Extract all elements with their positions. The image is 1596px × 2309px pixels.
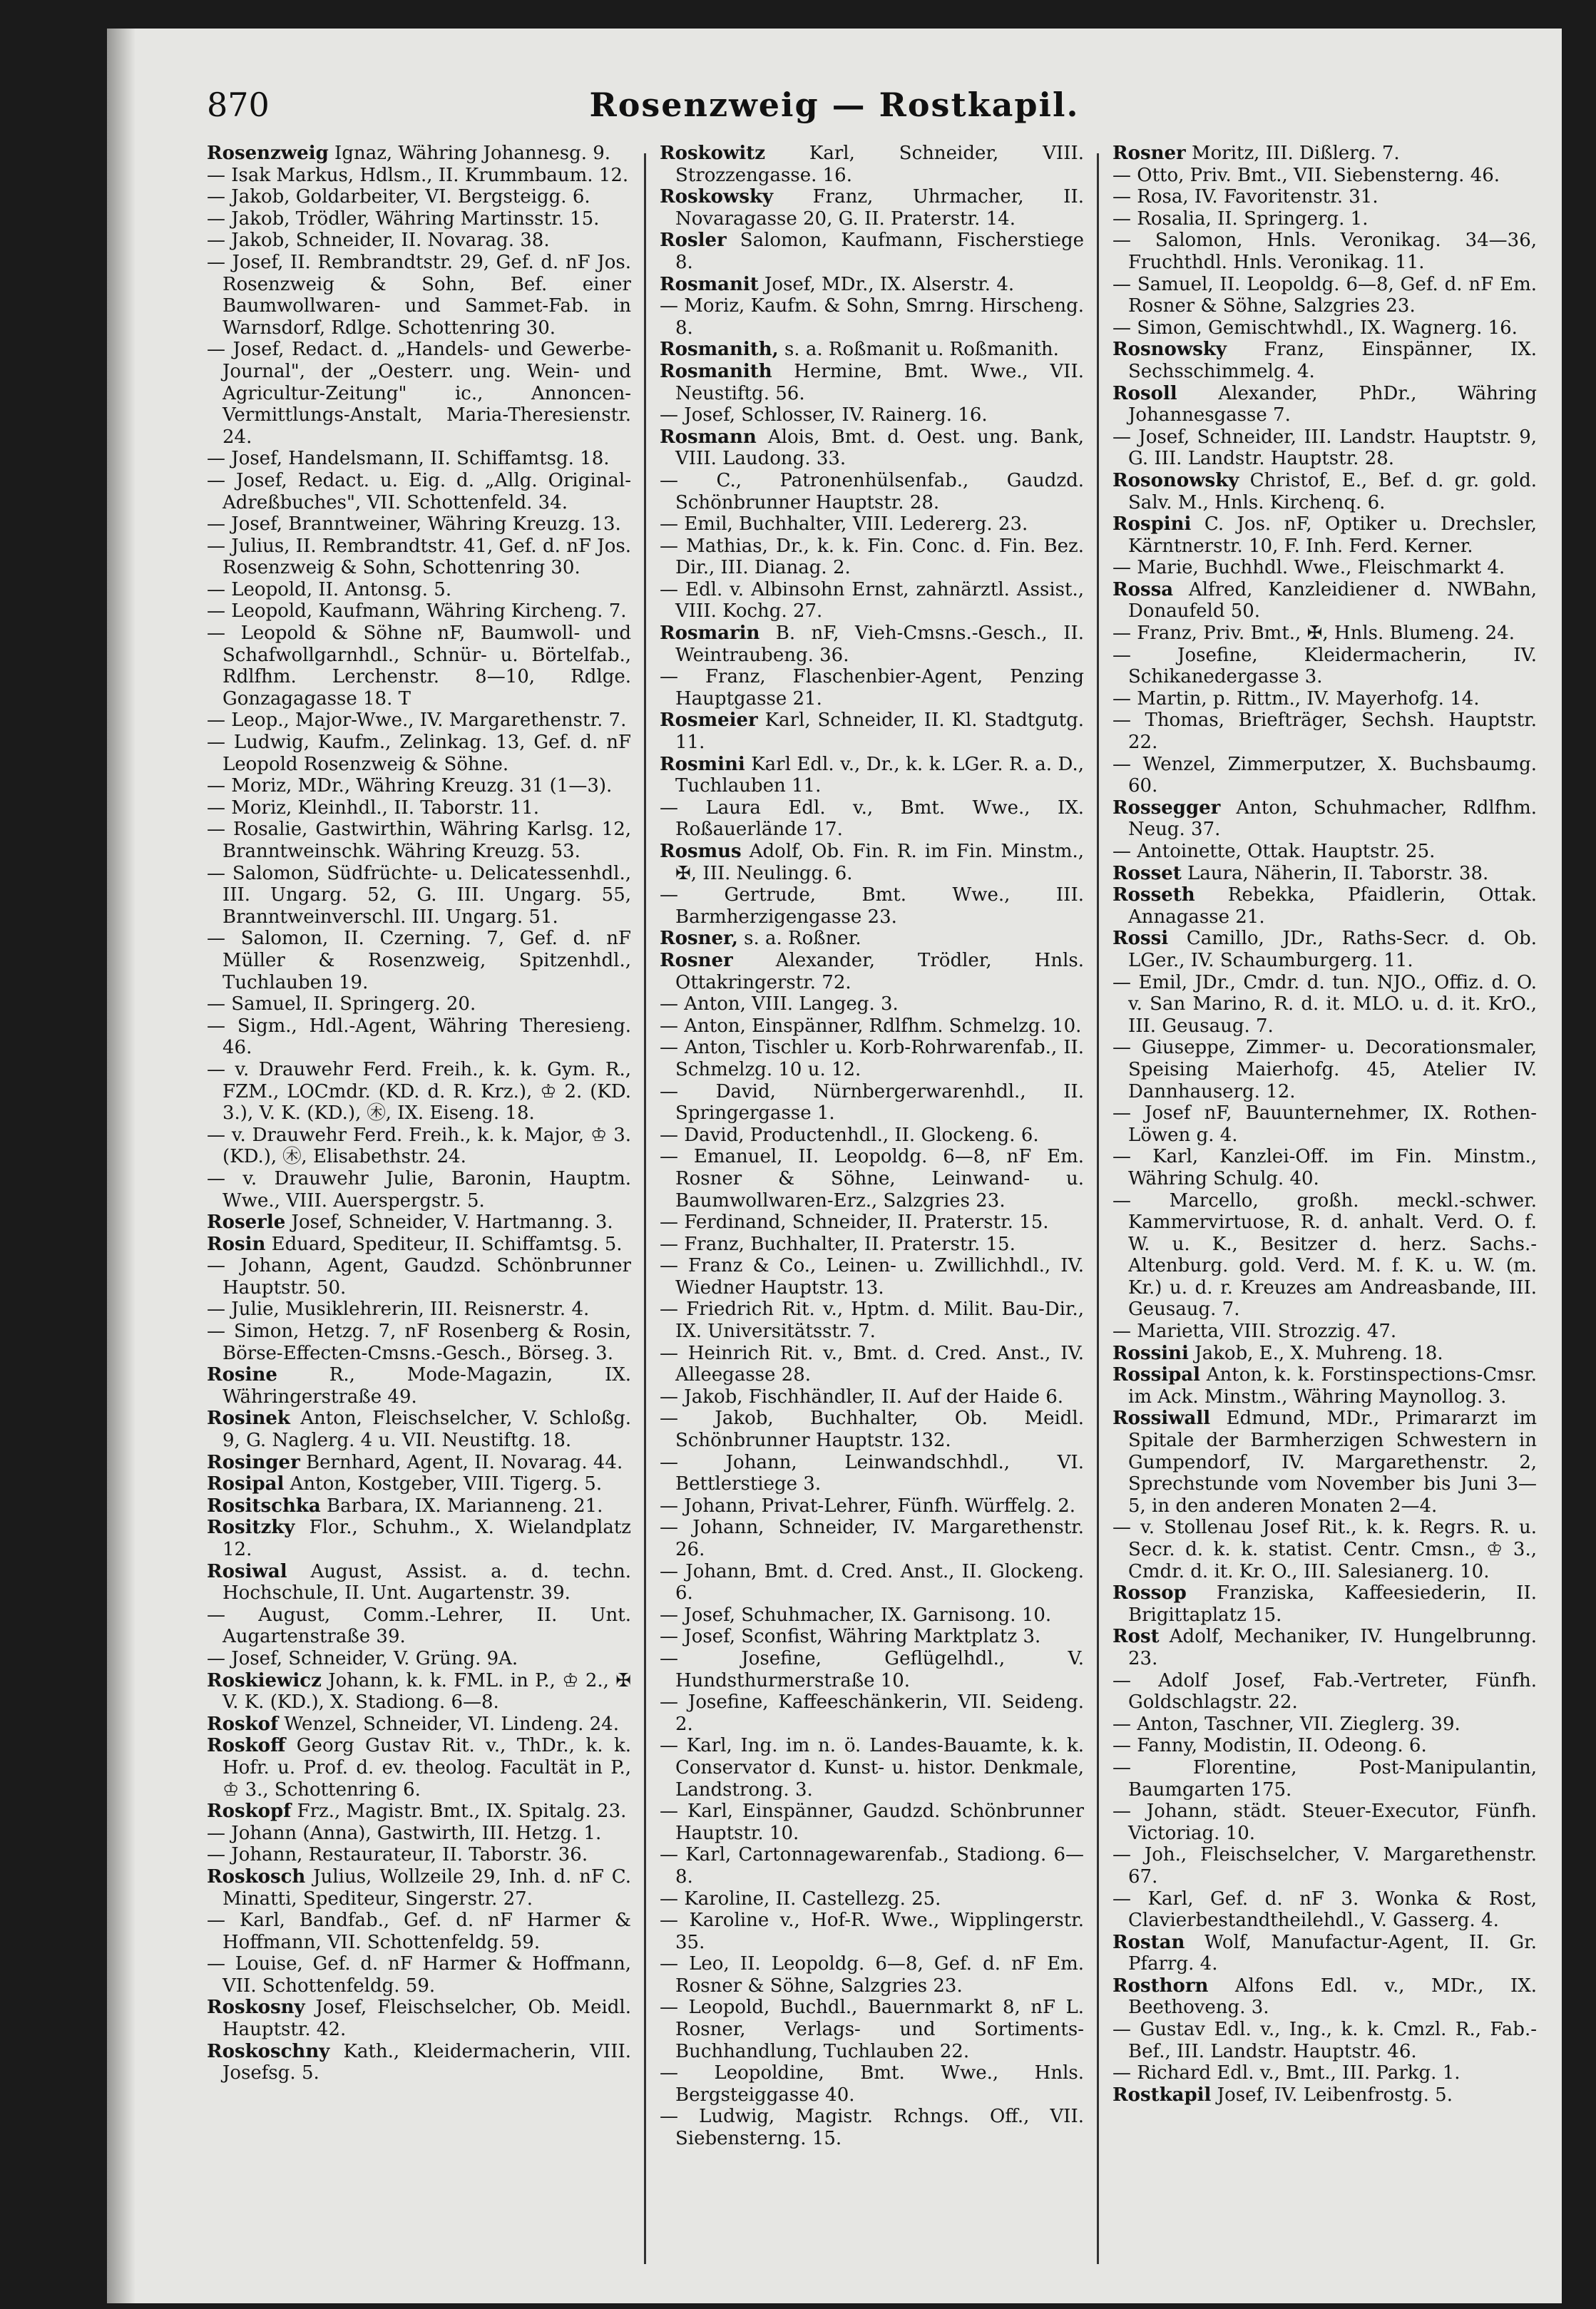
columns-container (207, 143, 1548, 2275)
directory-entry: — Josefine, Geflügelhdl., V. Hundsthurmerstraße 10. (660, 1647, 1084, 1691)
directory-entry: Rosmeier Karl, Schneider, II. Kl. Stadtgutg. 11. (660, 710, 1084, 754)
directory-entry: — Ludwig, Kaufm., Zelinkag. 13, Gef. d. nF Leopold Rosenzweig & Söhne. (207, 732, 631, 775)
directory-entry: — Josefine, Kaffeeschänkerin, VII. Seideng. 2. (660, 1691, 1084, 1735)
directory-entry: Rositzky Flor., Schuhm., X. Wielandplatz 12. (207, 1517, 631, 1560)
directory-entry: Rosmanit Josef, MDr., IX. Alserstr. 4. (660, 273, 1015, 295)
directory-entry: Rossi Camillo, JDr., Raths-Secr. d. Ob. LGer., IV. Schaumburgerg. 11. (1112, 928, 1537, 971)
directory-entry: — Ludwig, Magistr. Rchngs. Off., VII. Siebensterng. 15. (660, 2106, 1084, 2150)
directory-page (107, 29, 1562, 2303)
directory-entry: — Karl, Bandfab., Gef. d. nF Harmer & Hoffmann, VII. Schottenfeldg. 59. (207, 1910, 631, 1953)
directory-entry: — Karl, Einspänner, Gaudzd. Schönbrunner Hauptstr. 10. (660, 1801, 1084, 1844)
column-divider (1097, 153, 1099, 2264)
directory-entry: — Gertrude, Bmt. Wwe., III. Barmherzigengasse 23. (660, 884, 1084, 928)
running-title: Rosenzweig — Rostkapil. (589, 86, 1080, 124)
directory-entry: — Ferdinand, Schneider, II. Praterstr. 15. (660, 1212, 1049, 1234)
directory-entry: — Samuel, II. Leopoldg. 6—8, Gef. d. nF Em. Rosner & Söhne, Salzgries 23. (1112, 273, 1537, 317)
directory-entry: — David, Productenhdl., II. Glockeng. 6. (660, 1124, 1039, 1146)
directory-entry: — Karoline, II. Castellezg. 25. (660, 1888, 941, 1910)
directory-entry: — Simon, Hetzg. 7, nF Rosenberg & Rosin, Börse-Effecten-Cmsns.-Gesch., Börseg. 3. (207, 1321, 631, 1364)
directory-entry: Rosmarin B. nF, Vieh-Cmsns.-Gesch., II. Weintraubeng. 36. (660, 623, 1084, 666)
directory-entry: — v. Drauwehr Julie, Baronin, Hauptm. Wwe., VIII. Auerspergstr. 5. (207, 1167, 631, 1212)
directory-entry: Rostan Wolf, Manufactur-Agent, II. Gr. Pfarrg. 4. (1112, 1931, 1537, 1975)
directory-entry: — Moriz, MDr., Währing Kreuzg. 31 (1—3). (207, 775, 613, 797)
directory-entry: — Josef, II. Rembrandtstr. 29, Gef. d. nF Jos. Rosenzweig & Sohn, Bef. einer Baumwollwaren- und Sammet-Fab. in Warnsdorf, Rdlge. Schottenring 30. (207, 251, 631, 339)
directory-entry: Rossop Franziska, Kaffeesiederin, II. Brigittaplatz 15. (1112, 1582, 1537, 1626)
directory-entry: — Anton, Taschner, VII. Zieglerg. 39. (1112, 1713, 1461, 1735)
directory-entry: — v. Drauwehr Ferd. Freih., k. k. Major, ♔ 3. (KD.), ㊍, Elisabethstr. 24. (207, 1124, 631, 1168)
directory-entry: Rosinek Anton, Fleischselcher, V. Schloßg. 9, G. Naglerg. 4 u. VII. Neustiftg. 18. (207, 1408, 631, 1452)
directory-entry: — Emanuel, II. Leopoldg. 6—8, nF Em. Rosner & Söhne, Leinwand- u. Baumwollwaren-Erz., Salzgries 23. (660, 1146, 1084, 1212)
directory-entry: — Anton, Einspänner, Rdlfhm. Schmelzg. 10. (660, 1015, 1082, 1037)
directory-entry: — Marie, Buchhdl. Wwe., Fleischmarkt 4. (1112, 557, 1505, 579)
directory-entry: Rosipal Anton, Kostgeber, VIII. Tigerg. 5. (207, 1473, 603, 1495)
directory-entry: — Gustav Edl. v., Ing., k. k. Cmzl. R., Fab.-Bef., III. Landstr. Hauptstr. 46. (1112, 2019, 1537, 2062)
directory-entry: Rosoll Alexander, PhDr., Währing Johannesgasse 7. (1112, 382, 1537, 426)
directory-entry: — Julie, Musiklehrerin, III. Reisnerstr. 4. (207, 1299, 590, 1321)
directory-entry: — Emil, Buchhalter, VIII. Ledererg. 23. (660, 513, 1028, 536)
directory-entry: Rosmanith, s. a. Roßmanit u. Roßmanith. (660, 339, 1059, 361)
directory-entry: — Josef, Handelsmann, II. Schiffamtsg. 18. (207, 448, 610, 470)
directory-entry: Roskoschny Kath., Kleidermacherin, VIII. Josefsg. 5. (207, 2040, 631, 2084)
directory-entry: Rossa Alfred, Kanzleidiener d. NWBahn, Donaufeld 50. (1112, 578, 1537, 623)
directory-entry: — Samuel, II. Springerg. 20. (207, 993, 476, 1015)
directory-entry: — Johann, Agent, Gaudzd. Schönbrunner Hauptstr. 50. (207, 1255, 631, 1299)
directory-entry: — Moriz, Kleinhdl., II. Taborstr. 11. (207, 797, 540, 819)
directory-entry: — Karoline v., Hof-R. Wwe., Wipplingerstr. 35. (660, 1910, 1084, 1953)
directory-entry: — Julius, II. Rembrandtstr. 41, Gef. d. nF Jos. Rosenzweig & Sohn, Schottenring 30. (207, 535, 631, 579)
directory-entry: — Josef, Sconfist, Währing Marktplatz 3. (660, 1626, 1041, 1648)
directory-entry: — Anton, Tischler u. Korb-Rohrwarenfab., II. Schmelzg. 10 u. 12. (660, 1037, 1084, 1080)
directory-entry: — Franz, Flaschenbier-Agent, Penzing Hauptgasse 21. (660, 666, 1084, 710)
directory-entry: — Leo, II. Leopoldg. 6—8, Gef. d. nF Em. Rosner & Söhne, Salzgries 23. (660, 1953, 1084, 1997)
directory-entry: Rosner, s. a. Roßner. (660, 928, 861, 950)
directory-entry: — Franz, Priv. Bmt., ✠, Hnls. Blumeng. 24. (1112, 623, 1515, 645)
directory-entry: — Salomon, Hnls. Veronikag. 34—36, Fruchthdl. Hnls. Veronikag. 11. (1112, 230, 1537, 273)
directory-entry: Roserle Josef, Schneider, V. Hartmanng. 3. (207, 1212, 613, 1234)
directory-entry: Rosmann Alois, Bmt. d. Oest. ung. Bank, VIII. Laudong. 33. (660, 426, 1084, 470)
directory-entry: — Laura Edl. v., Bmt. Wwe., IX. Roßauerlände 17. (660, 797, 1084, 841)
directory-entry: — Emil, JDr., Cmdr. d. tun. NJO., Offiz. d. O. v. San Marino, R. d. it. MLO. u. d. it. KrO., III. Geusaug. 7. (1112, 971, 1537, 1037)
directory-entry: Rosin Eduard, Spediteur, II. Schiffamtsg. 5. (207, 1233, 623, 1255)
directory-entry: Rosnowsky Franz, Einspänner, IX. Sechsschimmelg. 4. (1112, 339, 1537, 382)
directory-entry: Rossini Jakob, E., X. Muhreng. 18. (1112, 1342, 1443, 1364)
directory-entry: — Simon, Gemischtwhdl., IX. Wagnerg. 16. (1112, 317, 1518, 339)
directory-entry: — Moriz, Kaufm. & Sohn, Smrng. Hirscheng. 8. (660, 295, 1084, 339)
directory-entry: — Salomon, Südfrüchte- u. Delicatessenhdl., III. Ungarg. 52, G. III. Ungarg. 55, Branntweinverschl. III. Ungarg. 51. (207, 862, 631, 928)
directory-entry: Rosinger Bernhard, Agent, II. Novarag. 44. (207, 1451, 623, 1473)
directory-entry: — Isak Markus, Hdlsm., II. Krummbaum. 12. (207, 164, 629, 186)
directory-entry: — Karl, Gef. d. nF 3. Wonka & Rost, Clavierbestandtheilehdl., V. Gasserg. 4. (1112, 1888, 1537, 1932)
directory-entry: — Jakob, Buchhalter, Ob. Meidl. Schönbrunner Hauptstr. 132. (660, 1408, 1084, 1452)
directory-entry: Rosner Alexander, Trödler, Hnls. Ottakringerstr. 72. (660, 949, 1084, 993)
column-divider (644, 153, 646, 2264)
directory-entry: — Johann (Anna), Gastwirth, III. Hetzg. 1. (207, 1822, 602, 1844)
directory-entry: Rosiwal August, Assist. a. d. techn. Hochschule, II. Unt. Augartenstr. 39. (207, 1560, 631, 1604)
directory-entry: — Josef, Redact. u. Eig. d. „Allg. Original-Adreßbuches", VII. Schottenfeld. 34. (207, 469, 631, 513)
directory-entry: Rospini C. Jos. nF, Optiker u. Drechsler, Kärntnerstr. 10, F. Inh. Ferd. Kerner. (1112, 513, 1537, 557)
directory-entry: Roskowsky Franz, Uhrmacher, II. Novaragasse 20, G. II. Praterstr. 14. (660, 186, 1084, 230)
directory-entry: — Johann, städt. Steuer-Executor, Fünfh. Victoriag. 10. (1112, 1801, 1537, 1844)
directory-entry: — Josef, Schuhmacher, IX. Garnisong. 10. (660, 1604, 1052, 1626)
directory-entry: — David, Nürnbergerwarenhdl., II. Springergasse 1. (660, 1080, 1084, 1125)
directory-entry: Rosenzweig Ignaz, Währing Johannesg. 9. (207, 143, 611, 164)
directory-entry: Rosine R., Mode-Magazin, IX. Währingerstraße 49. (207, 1364, 631, 1408)
directory-entry: — Leop., Major-Wwe., IV. Margarethenstr. 7. (207, 710, 627, 732)
directory-entry: — Josef, Schlosser, IV. Rainerg. 16. (660, 404, 988, 426)
directory-entry: Rosset Laura, Näherin, II. Taborstr. 38. (1112, 862, 1489, 884)
directory-entry: — C., Patronenhülsenfab., Gaudzd. Schönbrunner Hauptstr. 28. (660, 469, 1084, 513)
directory-entry: — Karl, Kanzlei-Off. im Fin. Minstm., Währing Schulg. 40. (1112, 1146, 1537, 1189)
directory-entry: — Karl, Cartonnagewarenfab., Stadiong. 6—8. (660, 1844, 1084, 1888)
directory-entry: — Johann, Schneider, IV. Margarethenstr. 26. (660, 1517, 1084, 1560)
directory-entry: Rosner Moritz, III. Dißlerg. 7. (1112, 143, 1400, 164)
directory-entry: — Josef, Branntweiner, Währing Kreuzg. 13. (207, 513, 621, 536)
directory-entry: Roskosch Julius, Wollzeile 29, Inh. d. nF C. Minatti, Spediteur, Singerstr. 27. (207, 1865, 631, 1910)
directory-entry: Rosonowsky Christof, E., Bef. d. gr. gold. Salv. M., Hnls. Kirchenq. 6. (1112, 469, 1537, 513)
directory-entry: Rossiwall Edmund, MDr., Primararzt im Spitale der Barmherzigen Schwestern in Gumpendorf, IV. Margarethenstr. 2, Sprechstunde vom November bis Juni 3—5, in den anderen Monaten 2—4. (1112, 1408, 1537, 1517)
directory-entry: — Friedrich Rit. v., Hptm. d. Milit. Bau-Dir., IX. Universitätsstr. 7. (660, 1299, 1084, 1343)
directory-entry: — Florentine, Post-Manipulantin, Baumgarten 175. (1112, 1756, 1537, 1801)
directory-entry: — Antoinette, Ottak. Hauptstr. 25. (1112, 841, 1436, 862)
directory-entry: — Karl, Ing. im n. ö. Landes-Bauamte, k. k. Conservator d. Kunst- u. histor. Denkmale, Landstrong. 3. (660, 1735, 1084, 1801)
directory-entry: — v. Stollenau Josef Rit., k. k. Regrs. R. u. Secr. d. k. k. statist. Centr. Cmsn., ♔ 3., Cmdr. d. it. Kr. O., III. Salesianerg. 10. (1112, 1517, 1537, 1582)
directory-entry: — Josef, Schneider, III. Landstr. Hauptstr. 9, G. III. Landstr. Hauptstr. 28. (1112, 426, 1537, 470)
directory-entry: — Johann, Restaurateur, II. Taborstr. 36. (207, 1844, 588, 1866)
directory-entry: Rosler Salomon, Kaufmann, Fischerstiege 8. (660, 230, 1084, 273)
directory-entry: — Thomas, Briefträger, Sechsh. Hauptstr. 22. (1112, 710, 1537, 754)
directory-entry: — Rosa, IV. Favoritenstr. 31. (1112, 186, 1378, 208)
directory-entry: — Wenzel, Zimmerputzer, X. Buchsbaumg. 60. (1112, 753, 1537, 797)
directory-entry: — Fanny, Modistin, II. Odeong. 6. (1112, 1735, 1427, 1757)
directory-entry: — Jakob, Fischhändler, II. Auf der Haide 6. (660, 1386, 1064, 1408)
directory-entry: Rositschka Barbara, IX. Marianneng. 21. (207, 1495, 603, 1517)
directory-entry: — Heinrich Rit. v., Bmt. d. Cred. Anst., IV. Alleegasse 28. (660, 1342, 1084, 1386)
directory-entry: Rossegger Anton, Schuhmacher, Rdlfhm. Neug. 37. (1112, 797, 1537, 841)
directory-entry: Roskiewicz Johann, k. k. FML. in P., ♔ 2., ✠ V. K. (KD.), X. Stadiong. 6—8. (207, 1669, 631, 1714)
directory-entry: — August, Comm.-Lehrer, II. Unt. Augartenstraße 39. (207, 1604, 631, 1648)
column-2 (660, 143, 1084, 2275)
directory-entry: Rosthorn Alfons Edl. v., MDr., IX. Beethoveng. 3. (1112, 1975, 1537, 2019)
directory-entry: — Johann, Leinwandschhdl., VI. Bettlerstiege 3. (660, 1451, 1084, 1495)
directory-entry: Rosmus Adolf, Ob. Fin. R. im Fin. Minstm., ✠, III. Neulingg. 6. (660, 841, 1084, 884)
page-header (107, 86, 1562, 150)
directory-entry: — Leopold & Söhne nF, Baumwoll- und Schafwollgarnhdl., Schnür- u. Börtelfab., Rdlfhm. Lerchenstr. 8—10, Rdlge. Gonzagagasse 18. T (207, 623, 631, 710)
directory-entry: — Jakob, Schneider, II. Novarag. 38. (207, 230, 550, 252)
directory-entry: Rosmini Karl Edl. v., Dr., k. k. LGer. R. a. D., Tuchlauben 11. (660, 753, 1084, 797)
directory-entry: — Marietta, VIII. Strozzig. 47. (1112, 1321, 1397, 1343)
directory-entry: — Anton, VIII. Langeg. 3. (660, 993, 899, 1015)
page-number: 870 (207, 86, 270, 124)
directory-entry: — Edl. v. Albinsohn Ernst, zahnärztl. Assist., VIII. Kochg. 27. (660, 578, 1084, 623)
directory-entry: — Johann, Bmt. d. Cred. Anst., II. Glockeng. 6. (660, 1560, 1084, 1604)
directory-entry: — Louise, Gef. d. nF Harmer & Hoffmann, VII. Schottenfeldg. 59. (207, 1953, 631, 1997)
directory-entry: Roskowitz Karl, Schneider, VIII. Strozzengasse. 16. (660, 143, 1084, 186)
directory-entry: — Rosalie, Gastwirthin, Währing Karlsg. 12, Branntweinschk. Währing Kreuzg. 53. (207, 819, 631, 862)
directory-entry: — Leopold, Kaufmann, Währing Kircheng. 7. (207, 600, 627, 623)
directory-entry: — Richard Edl. v., Bmt., III. Parkg. 1. (1112, 2062, 1461, 2084)
directory-entry: — Adolf Josef, Fab.-Vertreter, Fünfh. Goldschlagstr. 22. (1112, 1669, 1537, 1714)
directory-entry: Roskopf Frz., Magistr. Bmt., IX. Spitalg. 23. (207, 1801, 627, 1823)
directory-entry: — Josef nF, Bauunternehmer, IX. Rothen-Löwen g. 4. (1112, 1102, 1537, 1146)
directory-entry: — Giuseppe, Zimmer- u. Decorationsmaler, Speising Maierhofg. 45, Atelier IV. Dannhauserg. 12. (1112, 1037, 1537, 1102)
directory-entry: — Johann, Privat-Lehrer, Fünfh. Würffelg. 2. (660, 1495, 1076, 1517)
directory-entry: — Leopold, II. Antonsg. 5. (207, 578, 452, 600)
directory-entry: Rosmanith Hermine, Bmt. Wwe., VII. Neustiftg. 56. (660, 360, 1084, 404)
directory-entry: — Rosalia, II. Springerg. 1. (1112, 208, 1369, 230)
directory-entry: — Leopoldine, Bmt. Wwe., Hnls. Bergsteiggasse 40. (660, 2062, 1084, 2106)
directory-entry: — Josefine, Kleidermacherin, IV. Schikanedergasse 3. (1112, 644, 1537, 688)
directory-entry: — Marcello, großh. meckl.-schwer. Kammervirtuose, R. d. anhalt. Verd. O. f. W. u. K., Besitzer d. herz. Sachs.-Altenburg. gold. Verd. M. f. K. u. W. (m. Kr.) u. d. r. Kreuzes am Andreasbande, III. Geusaug. 7. (1112, 1189, 1537, 1321)
directory-entry: — Franz, Buchhalter, II. Praterstr. 15. (660, 1233, 1016, 1255)
directory-entry: — Josef, Redact. d. „Handels- und Gewerbe-Journal", der „Oesterr. ung. Wein- und Agricultur-Zeitung" ic., Annoncen-Vermittlungs-Anstalt, Maria-Theresienstr. 24. (207, 339, 631, 448)
directory-entry: Rossipal Anton, k. k. Forstinspections-Cmsr. im Ack. Minstm., Währing Maynollog. 3. (1112, 1364, 1537, 1408)
directory-entry: Roskoff Georg Gustav Rit. v., ThDr., k. k. Hofr. u. Prof. d. ev. theolog. Facultät in P., ♔ 3., Schottenring 6. (207, 1735, 631, 1801)
directory-entry: — Leopold, Buchdl., Bauernmarkt 8, nF L. Rosner, Verlags- und Sortiments-Buchhandlung, Tuchlauben 22. (660, 1997, 1084, 2062)
directory-entry: — Otto, Priv. Bmt., VII. Siebensterng. 46. (1112, 164, 1500, 186)
directory-entry: Rostkapil Josef, IV. Leibenfrostg. 5. (1112, 2084, 1453, 2106)
directory-entry: — Sigm., Hdl.-Agent, Währing Theresieng. 46. (207, 1015, 631, 1059)
directory-entry: Rost Adolf, Mechaniker, IV. Hungelbrunng. 23. (1112, 1626, 1537, 1669)
directory-entry: Rosseth Rebekka, Pfaidlerin, Ottak. Annagasse 21. (1112, 884, 1537, 928)
directory-entry: — Joh., Fleischselcher, V. Margarethenstr. 67. (1112, 1844, 1537, 1888)
directory-entry: — Josef, Schneider, V. Grüng. 9A. (207, 1647, 518, 1669)
directory-entry: — Martin, p. Rittm., IV. Mayerhofg. 14. (1112, 687, 1480, 710)
directory-entry: Roskosny Josef, Fleischselcher, Ob. Meidl. Hauptstr. 42. (207, 1997, 631, 2041)
column-1 (207, 143, 631, 2275)
directory-entry: — Jakob, Goldarbeiter, VI. Bergsteigg. 6. (207, 186, 590, 208)
directory-entry: — v. Drauwehr Ferd. Freih., k. k. Gym. R., FZM., LOCmdr. (KD. d. R. Krz.), ♔ 2. (KD. 3.), V. K. (KD.), ㊍, IX. Eiseng. 18. (207, 1058, 631, 1125)
column-3 (1112, 143, 1537, 2275)
directory-entry: — Salomon, II. Czerning. 7, Gef. d. nF Müller & Rosenzweig, Spitzenhdl., Tuchlauben 19. (207, 928, 631, 993)
directory-entry: — Franz & Co., Leinen- u. Zwillichhdl., IV. Wiedner Hauptstr. 13. (660, 1255, 1084, 1299)
directory-entry: — Jakob, Trödler, Währing Martinsstr. 15. (207, 208, 600, 230)
directory-entry: — Mathias, Dr., k. k. Fin. Conc. d. Fin. Bez. Dir., III. Dianag. 2. (660, 535, 1084, 579)
directory-entry: Roskof Wenzel, Schneider, VI. Lindeng. 24. (207, 1713, 619, 1735)
